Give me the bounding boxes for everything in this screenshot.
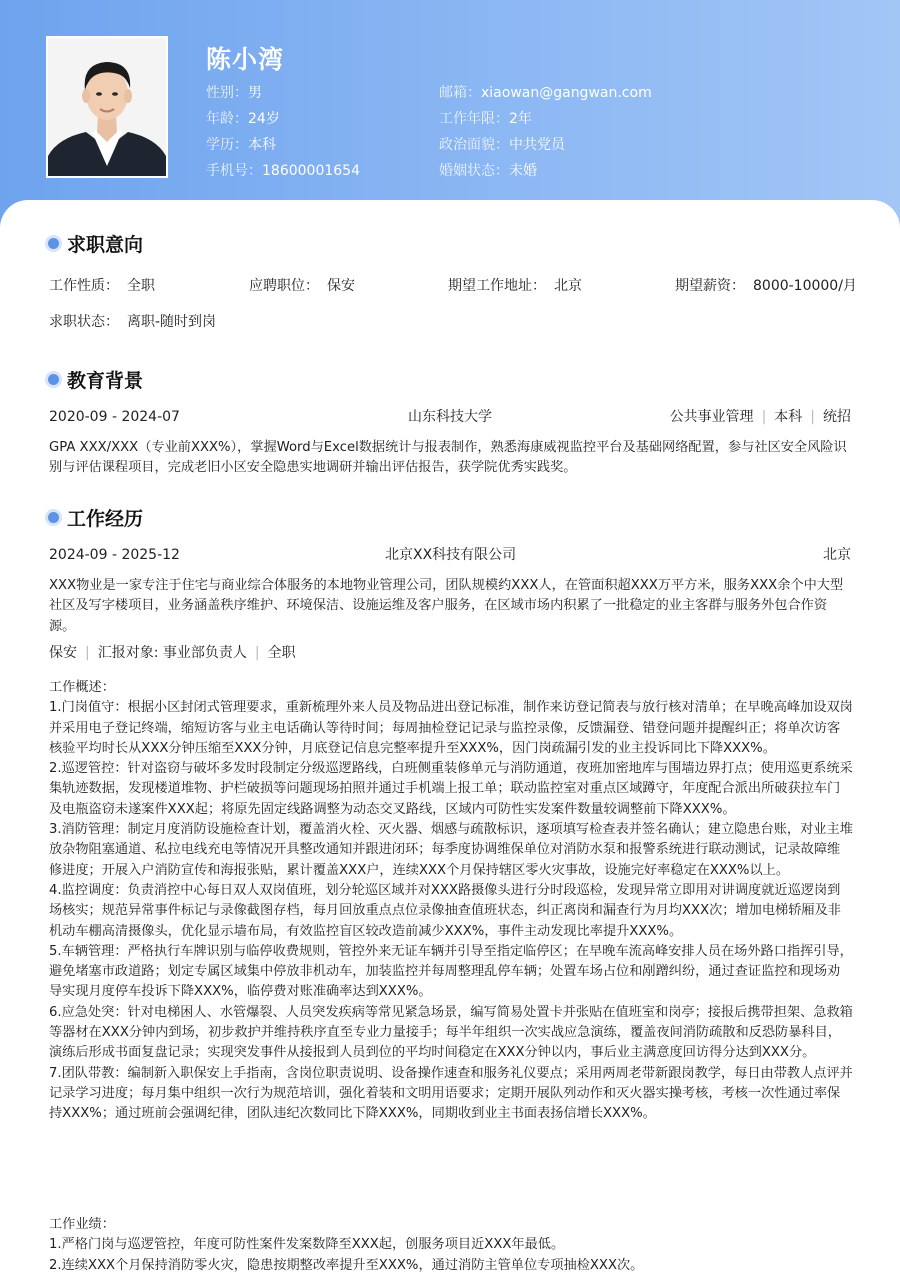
job-location (448, 277, 582, 295)
phone-value: 18600001654 (262, 163, 360, 179)
job-position-label: 应聘职位： (249, 278, 319, 294)
education-school: 山东科技大学 (408, 409, 492, 425)
duty-item: 5.车辆管理：严格执行车牌识别与临停收费规则，管控外来无证车辆并引导至指定临停区；在早晚车流高峰安排人员在场外路口指挥引导，避免堵塞市政道路；划定专属区域集中停放非机动车，加装监控并每周整理乱停车辆；处置车场占位和剐蹭纠纷，通过查证监控和现场劝导实现月度停车投诉下降XXX%，临停费对账准确率达到XXX%。 (49, 943, 853, 1000)
gender-label: 性别： (206, 85, 248, 101)
section-job-intent (48, 231, 143, 255)
duty-item: 1.门岗值守：根据小区封闭式管理要求，重新梳理外来人员及物品进出登记标准，制作来访登记简表与放行核对清单；在早晚高峰加设双岗并采用电子登记终端，缩短访客与业主电话确认等待时间；每周抽检登记记录与监控录像，反馈漏登、错登问题并提醒纠正；将单次访客核验平均时长从XXX分钟压缩至XXX分钟，月底登记信息完整率提升至XXX%，因门岗疏漏引发的业主投诉同比下降XXX%。 (49, 700, 853, 756)
gender-value: 男 (248, 85, 262, 101)
job-type (49, 277, 155, 295)
result-item: 2.连续XXX个月保持消防零火灾，隐患按期整改率提升至XXX%，通过消防主管单位专项抽检XXX次。 (49, 1257, 644, 1273)
person-avatar-icon (48, 38, 166, 176)
work-tag-role: 保安 (49, 645, 77, 661)
job-type-label: 工作性质： (49, 278, 119, 294)
gender-info (206, 84, 262, 102)
section-title: 工作经历 (67, 507, 144, 530)
section-title: 求职意向 (67, 233, 144, 256)
education-period: 2020-09 - 2024-07 (49, 409, 180, 425)
profile-photo (46, 36, 168, 178)
age-value: 24岁 (248, 111, 280, 127)
section-work (48, 505, 143, 529)
duty-item: 2.巡逻管控：针对盗窃与破坏多发时段制定分级巡逻路线，白班侧重装修单元与消防通道，夜班加密地库与围墙边界打点；使用巡更系统采集轨迹数据，发现楼道堆物、护栏破损等问题现场拍照并通过手机端上报工单；联动监控室对重点区域蹲守，年度配合派出所破获拉车门及电瓶盗窃未遂案件XXX起；将原先固定线路调整为动态交叉路线，区域内可防性实发案件数量较调整前下降XXX%。 (49, 761, 853, 817)
duty-item: 6.应急处突：针对电梯困人、水管爆裂、人员突发疾病等常见紧急场景，编写简易处置卡并张贴在值班室和岗亭；接报后携带担架、急救箱等器材在XXX分钟内到场，初步救护并维持秩序直至专业力量接手；每半年组织一次实战应急演练，覆盖夜间消防疏散和反恐防暴科目，演练后形成书面复盘记录；实现突发事件从接报到人员到位的平均时间稳定在XXX分钟以内，事后业主满意度回访得分达到XXX分。 (49, 1004, 853, 1061)
marital-value: 未婚 (509, 163, 537, 179)
politics-label: 政治面貌： (439, 137, 509, 153)
work-period: 2024-09 - 2025-12 (49, 547, 180, 563)
section-bullet-icon (48, 512, 59, 523)
marital-info (439, 162, 537, 180)
job-salary-value: 8000-10000/月 (753, 278, 857, 294)
age-info (206, 110, 280, 128)
job-status (49, 313, 216, 331)
phone-info (206, 162, 360, 180)
section-education (48, 367, 143, 391)
section-title: 教育背景 (67, 369, 144, 392)
education-degree: 本科 (774, 409, 803, 425)
years-label: 工作年限： (439, 111, 509, 127)
education-info (206, 136, 276, 154)
work-city: 北京 (823, 547, 851, 563)
education-detail: 公共事业管理 | 本科 | 统招 (669, 409, 851, 425)
work-company: 北京XX科技有限公司 (385, 547, 517, 563)
politics-info (439, 136, 565, 154)
email-value: xiaowan@gangwan.com (481, 85, 652, 101)
job-location-value: 北京 (554, 278, 582, 294)
job-position-value: 保安 (327, 278, 355, 294)
job-status-value: 离职-随时到岗 (127, 314, 217, 330)
work-results (49, 1215, 853, 1275)
work-tags: 保安 | 汇报对象: 事业部负责人 | 全职 (49, 645, 296, 661)
work-overview-label: 工作概述： (49, 680, 115, 695)
job-position (249, 277, 355, 295)
result-item: 1.严格门岗与巡逻管控，年度可防性案件发案数降至XXX起，创服务项目近XXX年最低。 (49, 1237, 565, 1253)
education-label: 学历： (206, 137, 248, 153)
company-intro: XXX物业是一家专注于住宅与商业综合体服务的本地物业管理公司，团队规模约XXX人，在管面积超XXX万平方米，服务XXX余个中大型社区及写字楼项目，业务涵盖秩序维护、环境保洁、设施运维及客户服务，在区域市场内积累了一批稳定的业主客群与服务外包合作资源。 (49, 578, 844, 634)
job-salary (675, 277, 857, 295)
job-salary-label: 期望薪资： (675, 278, 745, 294)
education-mode: 统招 (823, 409, 851, 425)
age-label: 年龄： (206, 111, 248, 127)
education-major: 公共事业管理 (669, 409, 754, 425)
years-info (439, 110, 532, 128)
email-label: 邮箱： (439, 85, 481, 101)
duty-item: 4.监控调度：负责消控中心每日双人双岗值班，划分轮巡区域并对XXX路摄像头进行分时段巡检，发现异常立即用对讲调度就近巡逻岗到场核实；规范异常事件标记与录像截图存档，每月回放重点点位录像抽查值班状态，纠正离岗和漏查行为月均XXX次；增加电梯轿厢及非机动车棚高清摄像头，优化显示墙布局，有效监控盲区较改造前减少XXX%，事件主动发现比率提升XXX%。 (49, 882, 841, 939)
job-status-label: 求职状态： (49, 314, 119, 330)
years-value: 2年 (509, 111, 532, 127)
work-overview (49, 678, 853, 1125)
candidate-name: 陈小湾 (206, 45, 285, 74)
work-tag-report: 汇报对象: 事业部负责人 (97, 645, 247, 661)
phone-label: 手机号： (206, 163, 262, 179)
work-results-label: 工作业绩： (49, 1217, 115, 1232)
job-type-value: 全职 (127, 278, 155, 294)
section-bullet-icon (48, 374, 59, 385)
duty-item: 7.团队带教：编制新入职保安上手指南，含岗位职责说明、设备操作速查和服务礼仪要点；采用两周老带新跟岗教学，每日由带教人点评并记录学习进度；每月集中组织一次行为规范培训，强化着装和文明用语要求；定期开展队列动作和灭火器实操考核，考核一次性通过率保持XXX%；通过班前会强调纪律，团队违纪次数同比下降XXX%，同期收到业主书面表扬信增长XXX%。 (49, 1065, 853, 1122)
duty-item: 3.消防管理：制定月度消防设施检查计划，覆盖消火栓、灭火器、烟感与疏散标识，逐项填写检查表并签名确认；建立隐患台账，对业主堆放杂物阻塞通道、私拉电线充电等情况开具整改通知并跟进闭环；每季度协调维保单位对消防水泵和报警系统进行联动测试，记录故障维修进度；开展入户消防宣传和海报张贴，累计覆盖XXX户，连续XXX个月保持辖区零火灾事故，设施完好率稳定在XXX%以上。 (49, 822, 853, 878)
job-location-label: 期望工作地址： (448, 278, 546, 294)
politics-value: 中共党员 (509, 137, 565, 153)
education-description: GPA XXX/XXX（专业前XXX%），掌握Word与Excel数据统计与报表制作，熟悉海康威视监控平台及基础网络配置，参与社区安全风险识别与评估课程项目，完成老旧小区安全隐患实地调研并输出评估报告，获学院优秀实践奖。 (49, 440, 847, 476)
section-bullet-icon (48, 238, 59, 249)
work-tag-type: 全职 (267, 645, 296, 661)
email-info (439, 84, 652, 102)
marital-label: 婚姻状态： (439, 163, 509, 179)
education-value: 本科 (248, 137, 276, 153)
